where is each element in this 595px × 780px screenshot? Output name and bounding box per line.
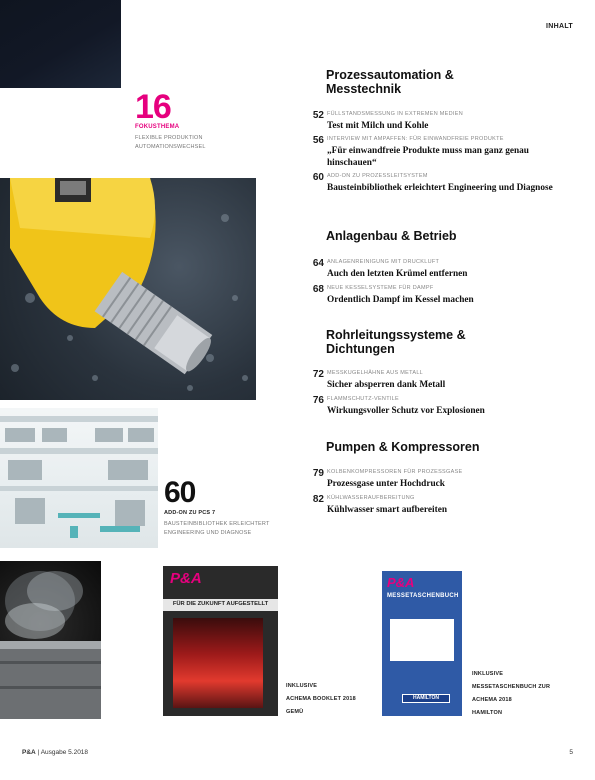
toc-entry-kicker: KOLBENKOMPRESSOREN FÜR PROZESSGASE: [327, 469, 463, 475]
toc-section-title-line: Rohrleitungssysteme &: [326, 328, 466, 342]
feature-page-number-16[interactable]: 16: [135, 88, 171, 126]
cover-caption: [472, 668, 550, 720]
toc-entry-kicker: FLAMMSCHUTZ-VENTILE: [327, 396, 400, 402]
footer-brand: P&A: [22, 749, 36, 756]
toc-entry-title: Test mit Milch und Kohle: [327, 121, 429, 131]
sensor-illustration: [0, 178, 256, 400]
toc-entry-page: 76: [312, 395, 324, 406]
toc-section-title: [326, 229, 457, 243]
toc-entry-page: 72: [312, 369, 324, 380]
toc-entry-title: Sicher absperren dank Metall: [327, 380, 446, 390]
sponsor-badge: HAMILTON: [402, 694, 450, 703]
page-number: 5: [569, 749, 573, 756]
cover-banner-text: MESSETASCHENBUCH: [387, 593, 459, 599]
toc-entry-title: Auch den letzten Krümel entfernen: [327, 269, 468, 279]
cover-caption-line: INKLUSIVE: [286, 683, 318, 689]
cover-caption-line: INKLUSIVE: [472, 671, 504, 677]
feature-sub-line: FLEXIBLE PRODUKTION: [135, 135, 203, 141]
toc-entry-page: 82: [312, 494, 324, 505]
toc-section-title-line: Prozessautomation &: [326, 68, 454, 82]
feature-sub-60: [164, 520, 270, 538]
cover-banner-text: FÜR DIE ZUKUNFT AUFGESTELLT: [172, 601, 269, 607]
toc-section-title-line: Anlagenbau & Betrieb: [326, 229, 457, 243]
toc-section-title: [326, 68, 454, 96]
toc-entry-page: 56: [312, 135, 324, 146]
messetaschenbuch-cover[interactable]: [382, 571, 462, 716]
feature-label-16: FOKUSTHEMA: [135, 124, 180, 130]
feature-sub-line: BAUSTEINBIBLIOTHEK ERLEICHTERT: [164, 521, 270, 527]
magazine-logo: P&A: [170, 570, 202, 587]
toc-entry-kicker: KÜHLWASSERAUFBEREITUNG: [327, 495, 415, 501]
toc-entry-title: „Für einwandfreie Produkte muss man ganz genau hinschauen“: [327, 146, 529, 168]
toc-entry-kicker: INTERVIEW MIT AMPAFFEN: FÜR EINWANDFREIE PRODUKTE: [327, 136, 504, 142]
toc-entry-title: Bausteinbibliothek erleichtert Engineering und Diagnose: [327, 183, 553, 193]
feature-page-number-60[interactable]: 60: [164, 476, 196, 509]
feature-sub-16: [135, 134, 206, 152]
toc-entry-page: 68: [312, 284, 324, 295]
magazine-logo: P&A: [387, 575, 415, 590]
toc-entry-kicker: ANLAGENREINIGUNG MIT DRUCKLUFT: [327, 259, 440, 265]
toc-entry-title: Kühlwasser smart aufbereiten: [327, 505, 447, 515]
toc-section-title-line: Dichtungen: [326, 342, 395, 356]
toc-entry-page: 52: [312, 110, 324, 121]
booth-image: [173, 618, 263, 708]
toc-entry-kicker: NEUE KESSELSYSTEME FÜR DAMPF: [327, 285, 434, 291]
kettle-photo: [0, 561, 101, 719]
toc-entry-title: Wirkungsvoller Schutz vor Explosionen: [327, 406, 485, 416]
achema-booklet-cover[interactable]: [163, 566, 278, 716]
sensor-photo: [0, 178, 256, 400]
cover-caption-line: MESSETASCHENBUCH ZUR: [472, 684, 551, 690]
footer-issue: [22, 749, 88, 756]
toc-entry-kicker: ADD-ON ZU PROZESSLEITSYSTEM: [327, 173, 428, 179]
footer-issue-text: Ausgabe 5.2018: [40, 749, 89, 756]
toc-section-title-line: Messtechnik: [326, 82, 402, 96]
toc-entry-title: Ordentlich Dampf im Kessel machen: [327, 295, 474, 305]
feature-label-60: ADD-ON ZU PCS 7: [164, 510, 216, 516]
toc-entry-page: 79: [312, 468, 324, 479]
footer-separator: |: [37, 749, 41, 756]
toc-entry-page: 64: [312, 258, 324, 269]
toc-entry-page: 60: [312, 172, 324, 183]
cover-caption-line: HAMILTON: [472, 710, 503, 716]
cover-info-panel: [390, 619, 454, 661]
toc-entry-kicker: FÜLLSTANDSMESSUNG IN EXTREMEN MEDIEN: [327, 111, 463, 117]
feature-sub-line: ENGINEERING UND DIAGNOSE: [164, 530, 252, 536]
library-illustration: [0, 408, 158, 548]
toc-section-title-line: Pumpen & Kompressoren: [326, 440, 480, 454]
toc-entry-title: Prozessgase unter Hochdruck: [327, 479, 445, 489]
cover-caption-line: ACHEMA 2018: [472, 697, 512, 703]
feature-photo-dark: [0, 0, 121, 88]
cover-caption-line: ACHEMA BOOKLET 2018: [286, 696, 356, 702]
toc-section-title: [326, 328, 466, 356]
kettle-illustration: [0, 561, 101, 719]
feature-sub-line: AUTOMATIONSWECHSEL: [135, 144, 206, 150]
section-label: INHALT: [546, 23, 573, 30]
cover-caption-line: GEMÜ: [286, 709, 304, 715]
toc-entry-kicker: MESSKUGELHÄHNE AUS METALL: [327, 370, 424, 376]
library-photo: [0, 408, 158, 548]
toc-section-title: [326, 440, 480, 454]
cover-caption: [286, 680, 356, 719]
